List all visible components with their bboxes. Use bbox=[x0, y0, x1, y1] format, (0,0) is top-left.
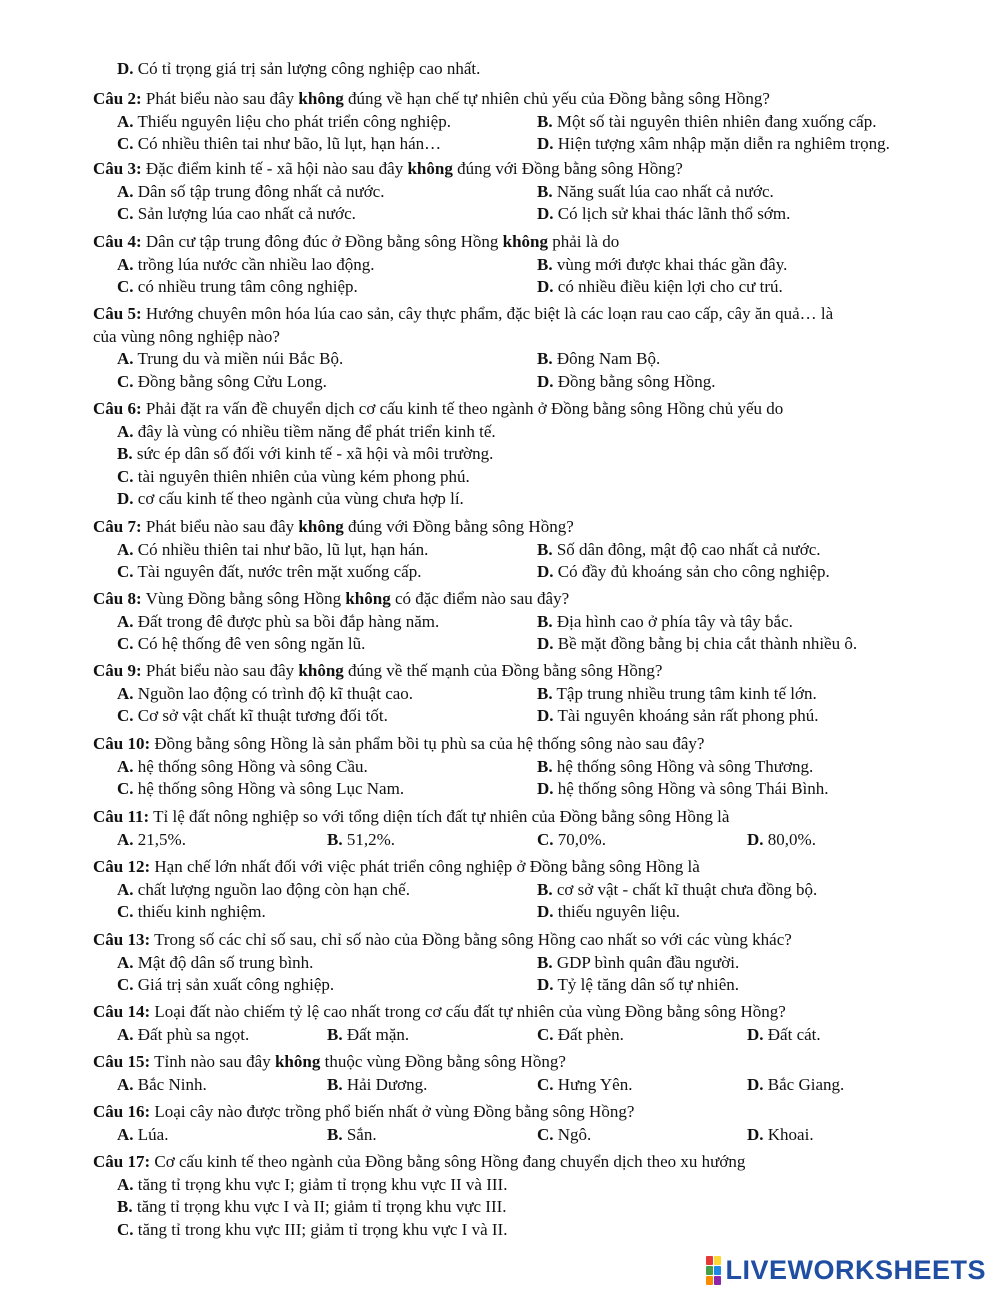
option-text: Có lịch sử khai thác lãnh thổ sớm. bbox=[553, 204, 791, 224]
answer-option-a[interactable] bbox=[117, 181, 384, 204]
answer-option-d[interactable] bbox=[747, 1024, 821, 1047]
question-text: Tỉ lệ đất nông nghiệp so với tổng diện tích đất tự nhiên của Đồng bằng sông Hồng là bbox=[149, 807, 730, 826]
option-text: Có nhiều thiên tai như bão, lũ lụt, hạn hán… bbox=[133, 134, 442, 154]
option-text: có nhiều trung tâm công nghiệp. bbox=[133, 277, 358, 297]
answer-option-a[interactable] bbox=[117, 952, 313, 975]
option-text: Dân số tập trung đông nhất cả nước. bbox=[133, 181, 385, 201]
option-letter: A. bbox=[117, 879, 134, 899]
question-stem bbox=[93, 929, 973, 952]
option-text: Bắc Giang. bbox=[763, 1074, 845, 1094]
question-text: Loại đất nào chiếm tỷ lệ cao nhất trong cơ cấu đất tự nhiên của vùng Đồng bằng sông Hồng? bbox=[150, 1002, 786, 1021]
answer-option-d[interactable] bbox=[747, 1074, 844, 1097]
answer-option-d[interactable] bbox=[537, 705, 819, 728]
option-text: Lúa. bbox=[133, 1124, 169, 1144]
option-letter: C. bbox=[117, 466, 134, 486]
option-letter: D. bbox=[117, 59, 134, 78]
answer-option-c[interactable] bbox=[537, 829, 606, 852]
question-emphasis: không bbox=[274, 1052, 321, 1071]
logo-square bbox=[706, 1256, 713, 1265]
question-text: Phải đặt ra vấn đề chuyển dịch cơ cấu kinh tế theo ngành ở Đồng bằng sông Hồng chủ yếu do bbox=[141, 399, 784, 418]
option-letter: D. bbox=[747, 1024, 764, 1044]
question-number: Câu 10: bbox=[93, 734, 151, 753]
question-number: Câu 16: bbox=[93, 1102, 151, 1121]
option-text: Đất cát. bbox=[763, 1024, 821, 1044]
option-text: 70,0%. bbox=[553, 829, 606, 849]
option-text: Sắn. bbox=[342, 1124, 377, 1144]
liveworksheets-watermark bbox=[706, 1254, 986, 1286]
question-number: Câu 6: bbox=[93, 399, 142, 418]
question-stem bbox=[93, 231, 973, 254]
answer-option-c[interactable] bbox=[117, 974, 334, 997]
question-stem bbox=[93, 660, 973, 683]
option-letter: D. bbox=[537, 371, 554, 391]
option-letter: B. bbox=[327, 1074, 343, 1094]
option-letter: D. bbox=[537, 204, 554, 224]
question-number: Câu 4: bbox=[93, 232, 142, 251]
option-text: 21,5%. bbox=[133, 829, 186, 849]
option-text: hệ thống sông Hồng và sông Lục Nam. bbox=[133, 779, 405, 799]
question-text: Tỉnh nào sau đây bbox=[150, 1052, 275, 1071]
option-text: vùng mới được khai thác gần đây. bbox=[552, 254, 788, 274]
option-letter: A. bbox=[117, 683, 134, 703]
question-stem bbox=[93, 1051, 973, 1074]
option-letter: C. bbox=[537, 1074, 554, 1094]
answer-option-d[interactable] bbox=[537, 133, 890, 156]
option-text: đây là vùng có nhiều tiềm năng để phát triển kinh tế. bbox=[133, 421, 496, 441]
option-letter: B. bbox=[537, 111, 553, 131]
option-text: hệ thống sông Hồng và sông Thương. bbox=[552, 756, 814, 776]
option-letter: C. bbox=[537, 829, 554, 849]
question-number: Câu 13: bbox=[93, 930, 151, 949]
option-letter: C. bbox=[117, 371, 134, 391]
option-letter: D. bbox=[537, 975, 554, 995]
option-text: Bắc Ninh. bbox=[133, 1074, 207, 1094]
question-stem bbox=[93, 1001, 973, 1024]
answer-option-d[interactable] bbox=[537, 901, 680, 924]
option-letter: D. bbox=[537, 779, 554, 799]
question-stem bbox=[93, 158, 973, 181]
option-letter: A. bbox=[117, 111, 134, 131]
option-text: Có đầy đủ khoáng sản cho công nghiệp. bbox=[553, 562, 830, 582]
answer-option-d[interactable] bbox=[537, 203, 790, 226]
option-text: Sản lượng lúa cao nhất cả nước. bbox=[133, 204, 356, 224]
option-letter: B. bbox=[537, 611, 553, 631]
answer-option-c[interactable] bbox=[117, 561, 421, 584]
answer-option-a[interactable] bbox=[117, 254, 375, 277]
option-letter: C. bbox=[117, 902, 134, 922]
answer-option-b[interactable] bbox=[327, 1024, 409, 1047]
answer-option-a[interactable] bbox=[117, 683, 413, 706]
option-letter: C. bbox=[117, 562, 134, 582]
question-number: Câu 15: bbox=[93, 1052, 151, 1071]
option-text: Giá trị sản xuất công nghiệp. bbox=[133, 975, 335, 995]
question-number: Câu 5: bbox=[93, 304, 142, 323]
logo-square bbox=[706, 1266, 713, 1275]
answer-option-c[interactable] bbox=[117, 203, 356, 226]
question-text: Đồng bằng sông Hồng là sản phẩm bồi tụ phù sa của hệ thống sông nào sau đây? bbox=[150, 734, 705, 753]
question-text: đúng với Đồng bằng sông Hồng? bbox=[452, 159, 683, 178]
option-text: tăng tỉ trọng khu vực I và II; giảm tỉ trọng khu vực III. bbox=[132, 1197, 507, 1217]
option-letter: C. bbox=[117, 975, 134, 995]
option-text: tăng tỉ trong khu vực III; giảm tỉ trọng khu vực I và II. bbox=[133, 1219, 508, 1239]
answer-option-b[interactable] bbox=[537, 254, 787, 277]
question-number: Câu 9: bbox=[93, 661, 142, 680]
logo-square bbox=[706, 1276, 713, 1285]
option-letter: C. bbox=[117, 204, 134, 224]
question-text: Hướng chuyên môn hóa lúa cao sản, cây thực phẩm, đặc biệt là các loạn rau cao cấp, cây ăn quả… là bbox=[141, 304, 834, 323]
option-letter: A. bbox=[117, 1074, 134, 1094]
answer-option-a[interactable] bbox=[117, 1124, 168, 1147]
option-letter: B. bbox=[117, 444, 133, 464]
option-text: 51,2%. bbox=[342, 829, 396, 849]
question-emphasis: không bbox=[345, 589, 391, 608]
question-emphasis: không bbox=[298, 661, 344, 680]
question-text: Đặc điểm kinh tế - xã hội nào sau đây bbox=[141, 159, 408, 178]
option-letter: B. bbox=[537, 349, 553, 369]
question-text: Phát biểu nào sau đây bbox=[141, 89, 299, 108]
option-text: hệ thống sông Hồng và sông Cầu. bbox=[133, 756, 368, 776]
option-letter: A. bbox=[117, 1024, 134, 1044]
question-number: Câu 7: bbox=[93, 517, 142, 536]
option-letter: C. bbox=[117, 779, 134, 799]
option-text: Đất trong đê được phù sa bồi đắp hàng năm. bbox=[133, 611, 440, 631]
logo-square bbox=[714, 1256, 721, 1265]
question-number: Câu 12: bbox=[93, 857, 151, 876]
question-number: Câu 3: bbox=[93, 159, 142, 178]
question-text: Hạn chế lớn nhất đối với việc phát triển công nghiệp ở Đồng bằng sông Hồng là bbox=[150, 857, 700, 876]
option-text: Cơ sở vật chất kĩ thuật tương đối tốt. bbox=[133, 706, 388, 726]
answer-option-c[interactable] bbox=[537, 1074, 632, 1097]
question-text: Loại cây nào được trồng phổ biến nhất ở vùng Đồng bằng sông Hồng? bbox=[150, 1102, 635, 1121]
answer-option-d[interactable] bbox=[537, 778, 829, 801]
question-text: Phát biểu nào sau đây bbox=[141, 661, 299, 680]
option-letter: A. bbox=[117, 349, 134, 369]
option-letter: C. bbox=[537, 1124, 554, 1144]
option-text: Ngô. bbox=[553, 1124, 592, 1144]
answer-option-a[interactable] bbox=[117, 1024, 249, 1047]
option-letter: A. bbox=[117, 539, 134, 559]
option-text: Địa hình cao ở phía tây và tây bắc. bbox=[552, 611, 793, 631]
option-letter: B. bbox=[327, 829, 343, 849]
liveworksheets-logo-icon bbox=[706, 1256, 721, 1285]
question-text: phải là do bbox=[548, 232, 620, 251]
answer-option-a[interactable] bbox=[117, 539, 428, 562]
question-text: Phát biểu nào sau đây bbox=[141, 517, 299, 536]
answer-option-b[interactable] bbox=[117, 1196, 507, 1219]
option-text: Hiện tượng xâm nhập mặn diễn ra nghiêm trọng. bbox=[553, 134, 890, 154]
option-text: Năng suất lúa cao nhất cả nước. bbox=[552, 181, 774, 201]
option-letter: C. bbox=[537, 1024, 554, 1044]
answer-option-c[interactable] bbox=[117, 1219, 507, 1242]
question-text: đúng về thế mạnh của Đồng bằng sông Hồng? bbox=[343, 661, 663, 680]
question-stem bbox=[93, 1151, 973, 1174]
answer-option-a[interactable] bbox=[117, 111, 451, 134]
option-text: Hưng Yên. bbox=[553, 1074, 633, 1094]
question-text: đúng về hạn chế tự nhiên chủ yếu của Đồng bằng sông Hồng? bbox=[343, 89, 770, 108]
answer-option-c[interactable] bbox=[117, 705, 388, 728]
answer-option-d[interactable] bbox=[747, 829, 816, 852]
option-letter: D. bbox=[747, 829, 764, 849]
option-letter: C. bbox=[117, 134, 134, 154]
answer-option-c[interactable] bbox=[117, 133, 441, 156]
option-text: Một số tài nguyên thiên nhiên đang xuống cấp. bbox=[552, 111, 877, 131]
question-emphasis: không bbox=[298, 517, 344, 536]
answer-option-b[interactable] bbox=[537, 111, 876, 134]
option-text: Tỷ lệ tăng dân số tự nhiên. bbox=[553, 975, 740, 995]
answer-option-a[interactable] bbox=[117, 829, 186, 852]
option-letter: A. bbox=[117, 421, 134, 441]
answer-option-a[interactable] bbox=[117, 879, 410, 902]
option-letter: C. bbox=[117, 1219, 134, 1239]
answer-option-c[interactable] bbox=[117, 901, 266, 924]
option-text: GDP bình quân đầu người. bbox=[552, 952, 740, 972]
answer-option-b[interactable] bbox=[537, 952, 739, 975]
option-text: có nhiều điều kiện lợi cho cư trú. bbox=[553, 277, 783, 297]
option-text: Đất phù sa ngọt. bbox=[133, 1024, 250, 1044]
option-text: tài nguyên thiên nhiên của vùng kém phong phú. bbox=[133, 466, 470, 486]
answer-option-a[interactable] bbox=[117, 421, 496, 444]
option-letter: A. bbox=[117, 829, 134, 849]
question-number: Câu 17: bbox=[93, 1152, 151, 1171]
option-letter: B. bbox=[327, 1024, 343, 1044]
answer-option-a[interactable] bbox=[117, 611, 439, 634]
answer-option-b[interactable] bbox=[327, 1124, 377, 1147]
answer-option-b[interactable] bbox=[537, 683, 817, 706]
answer-option-d[interactable] bbox=[117, 488, 464, 511]
question-stem bbox=[93, 398, 973, 421]
option-letter: B. bbox=[537, 254, 553, 274]
question-emphasis: không bbox=[298, 89, 344, 108]
question-text: thuộc vùng Đồng bằng sông Hồng? bbox=[320, 1052, 566, 1071]
option-letter: B. bbox=[537, 683, 553, 703]
option-text: Có hệ thống đê ven sông ngăn lũ. bbox=[133, 634, 366, 654]
option-letter: B. bbox=[327, 1124, 343, 1144]
answer-option-c[interactable] bbox=[117, 371, 327, 394]
question-text: Dân cư tập trung đông đúc ở Đồng bằng sông Hồng bbox=[141, 232, 503, 251]
option-text: Khoai. bbox=[763, 1124, 814, 1144]
option-text: thiếu nguyên liệu. bbox=[553, 902, 681, 922]
option-letter: A. bbox=[117, 611, 134, 631]
answer-option-d[interactable] bbox=[537, 974, 739, 997]
answer-option-b[interactable] bbox=[537, 879, 817, 902]
option-text: Số dân đông, mật độ cao nhất cả nước. bbox=[552, 539, 821, 559]
answer-option-b[interactable] bbox=[327, 1074, 427, 1097]
answer-option-c[interactable] bbox=[537, 1024, 624, 1047]
option-text: Mật độ dân số trung bình. bbox=[133, 952, 314, 972]
answer-option-a[interactable] bbox=[117, 348, 343, 371]
option-text: hệ thống sông Hồng và sông Thái Bình. bbox=[553, 779, 829, 799]
question-text: đúng với Đồng bằng sông Hồng? bbox=[343, 517, 574, 536]
option-letter: D. bbox=[537, 562, 554, 582]
option-text: cơ sở vật - chất kĩ thuật chưa đồng bộ. bbox=[552, 879, 818, 899]
option-text: Trung du và miền núi Bắc Bộ. bbox=[133, 349, 344, 369]
option-letter: D. bbox=[537, 134, 554, 154]
option-letter: D. bbox=[537, 277, 554, 297]
answer-option-b[interactable] bbox=[537, 539, 821, 562]
answer-option-c[interactable] bbox=[537, 1124, 591, 1147]
option-letter: A. bbox=[117, 1174, 134, 1194]
option-letter: A. bbox=[117, 756, 134, 776]
option-letter: D. bbox=[747, 1124, 764, 1144]
question-text: Cơ cấu kinh tế theo ngành của Đồng bằng sông Hồng đang chuyển dịch theo xu hướng bbox=[150, 1152, 746, 1171]
answer-option-d[interactable] bbox=[537, 633, 857, 656]
question-text: có đặc điểm nào sau đây? bbox=[390, 589, 570, 608]
question-stem bbox=[93, 856, 973, 879]
option-text: Hải Dương. bbox=[342, 1074, 428, 1094]
question-emphasis: không bbox=[407, 159, 453, 178]
option-letter: A. bbox=[117, 1124, 134, 1144]
option-letter: A. bbox=[117, 952, 134, 972]
question-number: Câu 2: bbox=[93, 89, 142, 108]
question-stem-continued: của vùng nông nghiệp nào? bbox=[93, 326, 280, 346]
option-text: Tài nguyên đất, nước trên mặt xuống cấp. bbox=[133, 562, 422, 582]
option-letter: D. bbox=[747, 1074, 764, 1094]
option-letter: B. bbox=[537, 952, 553, 972]
answer-option-c[interactable] bbox=[117, 633, 365, 656]
answer-option-b[interactable] bbox=[117, 443, 493, 466]
answer-option-c[interactable] bbox=[117, 276, 358, 299]
option-letter: B. bbox=[117, 1197, 133, 1217]
answer-option-d[interactable] bbox=[537, 561, 830, 584]
option-letter: B. bbox=[537, 879, 553, 899]
option-text: Tài nguyên khoáng sản rất phong phú. bbox=[553, 706, 819, 726]
answer-option-c[interactable] bbox=[117, 466, 470, 489]
question-stem bbox=[93, 1101, 973, 1124]
option-letter: B. bbox=[537, 539, 553, 559]
option-text: Đất mặn. bbox=[342, 1024, 410, 1044]
question-stem bbox=[93, 733, 973, 756]
question-number: Câu 11: bbox=[93, 807, 150, 826]
option-text: Có tỉ trọng giá trị sản lượng công nghiệp cao nhất. bbox=[133, 59, 481, 78]
option-letter: D. bbox=[117, 489, 134, 509]
answer-option-b[interactable] bbox=[537, 348, 660, 371]
option-letter: C. bbox=[117, 706, 134, 726]
answer-option-a[interactable] bbox=[117, 1074, 207, 1097]
option-text: Có nhiều thiên tai như bão, lũ lụt, hạn hán. bbox=[133, 539, 429, 559]
answer-option-d[interactable] bbox=[537, 371, 716, 394]
question-stem bbox=[93, 588, 973, 611]
question-text: Vùng Đồng bằng sông Hồng bbox=[141, 589, 346, 608]
option-letter: B. bbox=[537, 181, 553, 201]
option-text: Đồng bằng sông Hồng. bbox=[553, 371, 716, 391]
question-number: Câu 8: bbox=[93, 589, 142, 608]
option-text: tăng tỉ trọng khu vực I; giảm tỉ trọng khu vực II và III. bbox=[133, 1174, 508, 1194]
option-text: sức ép dân số đối với kinh tế - xã hội và môi trường. bbox=[132, 444, 494, 464]
question-stem bbox=[93, 806, 973, 829]
answer-option-d[interactable] bbox=[747, 1124, 814, 1147]
option-text: Đồng bằng sông Cửu Long. bbox=[133, 371, 327, 391]
question-stem bbox=[93, 303, 973, 326]
option-letter: D. bbox=[537, 706, 554, 726]
option-text: thiếu kinh nghiệm. bbox=[133, 902, 266, 922]
option-text: Tập trung nhiều trung tâm kinh tế lớn. bbox=[552, 683, 817, 703]
option-text: cơ cấu kinh tế theo ngành của vùng chưa hợp lí. bbox=[133, 489, 464, 509]
option-text: Đất phèn. bbox=[553, 1024, 624, 1044]
question-text: Trong số các chỉ số sau, chỉ số nào của Đồng bằng sông Hồng cao nhất so với các vùng khác? bbox=[150, 930, 792, 949]
option-letter: A. bbox=[117, 254, 134, 274]
option-text: Thiếu nguyên liệu cho phát triển công nghiệp. bbox=[133, 111, 451, 131]
question-stem bbox=[93, 516, 973, 539]
option-text: Đông Nam Bộ. bbox=[552, 349, 661, 369]
option-letter: A. bbox=[117, 181, 134, 201]
answer-option-b[interactable] bbox=[537, 756, 813, 779]
question-stem bbox=[93, 88, 973, 111]
option-text: Nguồn lao động có trình độ kĩ thuật cao. bbox=[133, 683, 414, 703]
watermark-text: LIVEWORKSHEETS bbox=[725, 1254, 986, 1285]
logo-square bbox=[714, 1276, 721, 1285]
option-text: chất lượng nguồn lao động còn hạn chế. bbox=[133, 879, 410, 899]
option-text: trồng lúa nước cần nhiều lao động. bbox=[133, 254, 375, 274]
option-letter: B. bbox=[537, 756, 553, 776]
option-text: Bề mặt đồng bằng bị chia cắt thành nhiều ô. bbox=[553, 634, 858, 654]
question-emphasis: không bbox=[502, 232, 549, 251]
answer-option-a[interactable] bbox=[117, 756, 368, 779]
option-letter: C. bbox=[117, 634, 134, 654]
answer-option-d[interactable] bbox=[117, 58, 480, 81]
answer-option-d[interactable] bbox=[537, 276, 783, 299]
option-letter: D. bbox=[537, 634, 554, 654]
answer-option-b[interactable] bbox=[537, 181, 774, 204]
answer-option-c[interactable] bbox=[117, 778, 404, 801]
logo-square bbox=[714, 1266, 721, 1275]
option-letter: D. bbox=[537, 902, 554, 922]
answer-option-b[interactable] bbox=[537, 611, 793, 634]
option-letter: C. bbox=[117, 277, 134, 297]
option-text: 80,0%. bbox=[763, 829, 816, 849]
answer-option-a[interactable] bbox=[117, 1174, 507, 1197]
question-number: Câu 14: bbox=[93, 1002, 151, 1021]
answer-option-b[interactable] bbox=[327, 829, 395, 852]
